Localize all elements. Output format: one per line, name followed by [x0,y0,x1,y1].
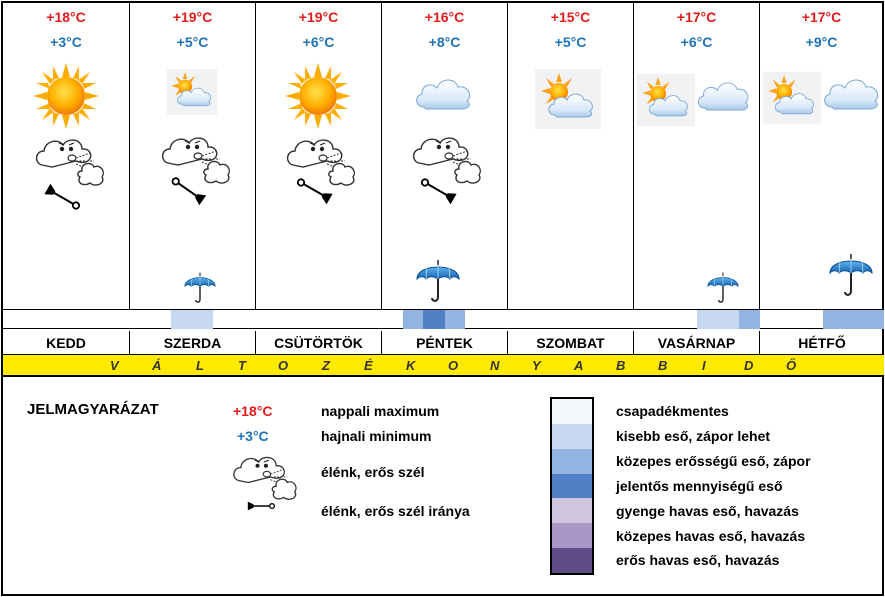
legend-wind-label: élénk, erős szél [321,464,425,480]
trend-letter: T [238,358,246,373]
max-temp: +16°C [424,9,465,25]
max-temp: +17°C [801,9,842,25]
umbrella-icon [183,269,217,305]
max-temp: +17°C [676,9,717,25]
legend-title: JELMAGYARÁZAT [27,401,159,418]
trend-letter: L [196,358,204,373]
day-label: PÉNTEK [382,331,508,355]
sun-icon [33,63,99,129]
trend-letter: Z [322,358,330,373]
trend-banner [3,355,884,377]
forecast-panel [1,1,884,596]
wind-cloud-icon [32,131,108,189]
min-temp: +5°C [554,34,587,50]
max-temp: +19°C [298,9,339,25]
trend-letter: O [278,358,289,373]
max-temp: +18°C [46,9,86,25]
min-temp: +5°C [176,34,209,50]
umbrella-icon [415,255,461,305]
day-label: SZERDA [130,331,256,355]
legend-wind-icon [227,449,303,503]
partly-cloudy-icon [535,69,601,129]
trend-letter: D [744,358,754,373]
cloud-icon [820,69,884,117]
trend-letter: O [448,358,459,373]
day-label: HÉTFŐ [798,335,846,351]
legend-precip-label: erős havas eső, havazás [616,552,780,568]
scale-swatch-moderate-rain [552,449,592,474]
max-temp: +15°C [550,9,591,25]
legend-min-sample: +3°C [237,428,269,444]
legend-wind-dir-label: élénk, erős szél iránya [321,503,470,519]
legend-precip-label: közepes erősségű eső, zápor [616,453,811,469]
precip-cell-szerda [171,310,213,329]
forecast-day-6 [634,3,760,309]
scale-swatch-light-rain [552,424,592,449]
scale-swatch-heavy-rain [552,474,592,499]
wind-direction-icon [168,175,208,205]
precipitation-color-scale [550,397,594,575]
legend-wind-direction-icon [239,499,283,521]
umbrella-icon [828,249,874,299]
partly-cloudy-icon [637,69,695,131]
day-label: CSÜTÖRTÖK [256,331,382,355]
forecast-day-1 [3,3,130,309]
legend-max-sample: +18°C [233,403,273,419]
legend-precip-label: közepes havas eső, havazás [616,528,806,544]
min-temp: +9°C [805,34,838,50]
legend-precip-label: kisebb eső, zápor lehet [616,428,771,444]
legend-max-label: nappali maximum [321,403,440,419]
day-names-row [3,331,884,355]
forecast-day-2 [130,3,256,309]
forecast-day-3 [256,3,382,309]
max-temp: +19°C [172,9,213,25]
trend-letter: V [110,358,119,373]
trend-letter: Ő [786,358,797,373]
day-label: KEDD [3,331,130,355]
scale-swatch-none [552,399,592,424]
trend-letter: É [364,358,373,373]
precip-cell-hetfo [823,310,884,329]
day-label: SZOMBAT [508,331,634,355]
legend-precip-label: gyenge havas eső, havazás [616,503,799,519]
trend-letter: Y [532,358,541,373]
scale-swatch-heavy-snow [552,548,592,573]
scale-swatch-light-snow [552,498,592,523]
day-label: VASÁRNAP [634,331,760,355]
legend-precip-label: jelentős mennyiségű eső [616,478,783,494]
trend-letter: A [574,358,584,373]
umbrella-icon [706,269,740,305]
min-temp: +6°C [302,34,335,50]
legend-precip-label: csapadékmentes [616,403,729,419]
precipitation-bar-row [3,309,884,329]
forecast-day-5 [508,3,634,309]
sun-icon [285,63,351,129]
wind-direction-icon [418,175,458,205]
cloud-icon [412,71,476,115]
forecast-day-7 [760,3,884,309]
cloud-icon [694,71,754,119]
precip-cell-pentek-3 [445,310,465,329]
trend-letter: N [490,358,500,373]
wind-direction-icon [43,183,83,213]
wind-direction-icon [294,175,334,205]
forecast-day-4 [382,3,508,309]
trend-letter: K [406,358,416,373]
precip-cell-vasarnap-2 [739,310,760,329]
precip-cell-pentek-2 [423,310,445,329]
min-temp: +6°C [680,34,713,50]
min-temp: +8°C [428,34,461,50]
trend-letter: B [616,358,626,373]
legend-min-label: hajnali minimum [321,428,432,444]
scale-swatch-moderate-snow [552,523,592,548]
trend-letter: I [702,358,706,373]
precip-cell-vasarnap-1 [697,310,739,329]
partly-cloudy-icon [159,69,225,115]
trend-letter: B [658,358,668,373]
precip-cell-pentek-1 [403,310,423,329]
trend-letter: Á [152,358,162,373]
min-temp: +3°C [50,34,82,50]
partly-cloudy-icon [763,69,821,127]
